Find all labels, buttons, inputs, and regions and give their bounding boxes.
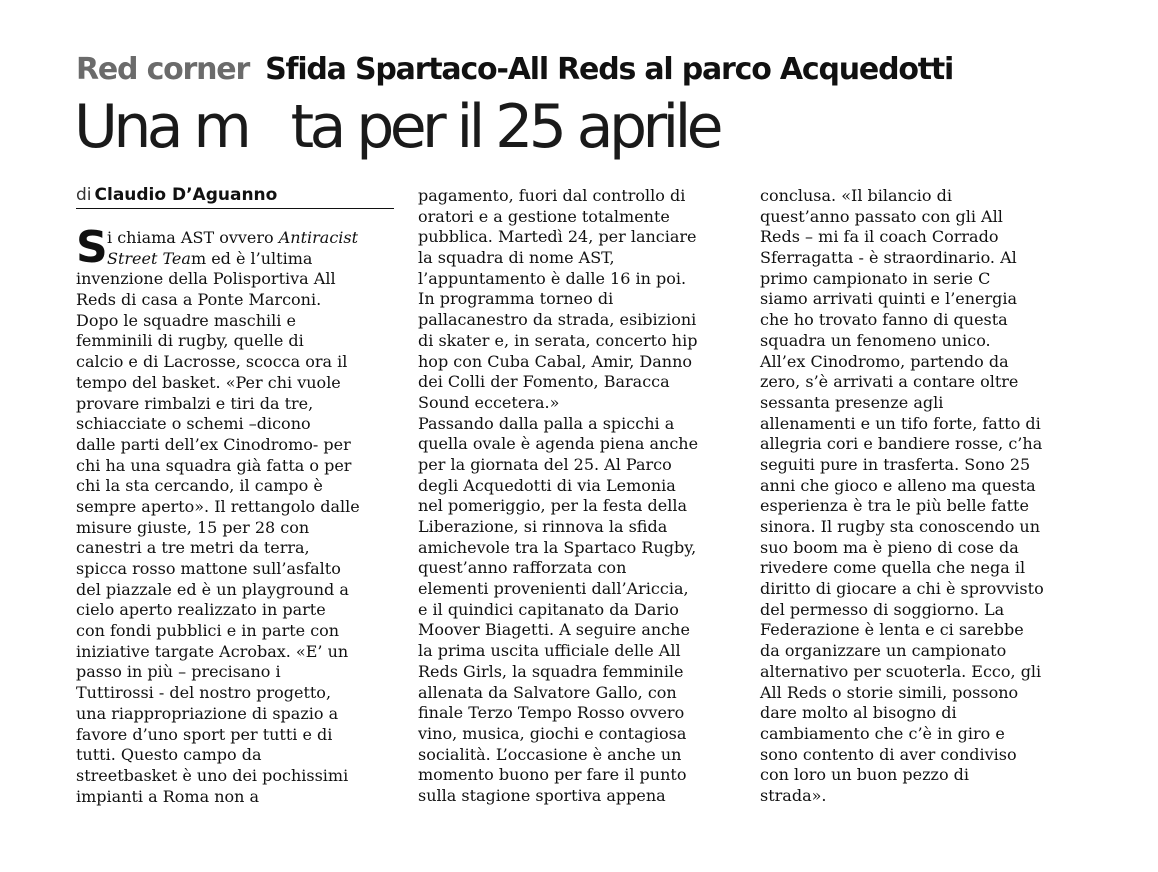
text-line: Reds – mi fa il coach Corrado [760,227,999,247]
text-line: All’ex Cinodromo, partendo da [760,351,1009,371]
text-line: schiacciate o schemi –dicono [76,414,311,434]
text-line: del piazzale ed è un playground a [76,579,349,599]
text-line: Dopo le squadre maschili e [76,310,296,330]
text-line: primo campionato in serie C [760,268,991,288]
section-label: Red corner [76,52,250,87]
text-line: la squadra di nome AST, [418,248,615,268]
text-line: Moover Biagetti. A seguire anche [418,620,690,640]
text-line: impianti a Roma non a [76,786,260,806]
text-line: anni che gioco e alleno ma questa [760,475,1036,495]
text-run-italic: Street Tea [107,248,191,268]
text-line: In programma torneo di [418,289,614,309]
text-line [76,228,360,249]
text-line: siamo arrivati quinti e l’energia [760,289,1018,309]
text-line: da organizzare un campionato [760,641,1007,661]
text-line: streetbasket è uno dei pochissimi [76,765,349,785]
text-line: Passando dalla palla a spicchi a [418,413,675,433]
text-line: dalle parti dell’ex Cinodromo- per [76,434,351,454]
text-line: Liberazione, si rinnova la sfida [418,517,668,536]
text-line: Tuttirossi - del nostro progetto, [76,683,332,703]
text-line: canestri a tre metri da terra, [76,538,310,558]
text-line: seguiti pure in trasferta. Sono 25 [760,454,1031,474]
text-line: elementi provenienti dall’Ariccia, [418,579,689,599]
text-line: strada». [760,785,827,805]
text-line [76,249,360,270]
text-line: cambiamento che c’è in giro e [760,723,1005,743]
text-line: spicca rosso mattone sull’asfalto [76,559,341,578]
text-line: pagamento, fuori dal controllo di [418,186,686,205]
text-line: invenzione della Polisportiva All [76,269,336,289]
headline: Una m ta per il 25 aprile [74,92,719,162]
text-line: dare molto al bisogno di [760,703,957,723]
text-line: pallacanestro da strada, esibizioni [418,310,697,330]
text-line: diritto di giocare a chi è sprovvisto [760,579,1044,599]
text-line: finale Terzo Tempo Rosso ovvero [418,703,685,723]
text-line: con fondi pubblici e in parte con [76,621,340,641]
text-line: sempre aperto». Il rettangolo dalle [76,496,360,516]
byline-prefix: di [76,185,92,205]
text-line: del permesso di soggiorno. La [760,599,1005,619]
text-line: amichevole tra la Spartaco Rugby, [418,537,697,557]
text-line: conclusa. «Il bilancio di [760,186,952,205]
text-line: sinora. Il rugby sta conoscendo un [760,517,1041,536]
article-column-1 [76,222,360,807]
text-line: nel pomeriggio, per la festa della [418,496,687,516]
text-line: sulla stagione sportiva appena [418,785,666,805]
text-line: allegria cori e bandiere rosse, c’ha [760,434,1043,454]
kicker-title: Sfida Spartaco-All Reds al parco Acquedotti [265,52,954,87]
text-line: l’appuntamento è dalle 16 in poi. [418,268,687,288]
text-line: esperienza è tra le più belle fatte [760,496,1029,516]
text-line: suo boom ma è pieno di cose da [760,537,1019,557]
text-line: di skater e, in serata, concerto hip [418,330,698,350]
text-line: Sound eccetera.» [418,392,560,412]
text-line: e il quindici capitanato da Dario [418,599,679,619]
text-line: che ho trovato fanno di questa [760,310,1008,330]
text-run-italic: Antiracist [278,228,359,247]
text-line: alternativo per scuoterla. Ecco, gli [760,661,1042,681]
text-line: allenata da Salvatore Gallo, con [418,682,677,702]
text-line: quest’anno passato con gli All [760,206,1003,226]
text-line: Reds Girls, la squadra femminile [418,661,684,681]
text-line: femminili di rugby, quelle di [76,331,304,351]
text-line: zero, s’è arrivati a contare oltre [760,372,1019,392]
text-line: favore d’uno sport per tutti e di [76,724,333,744]
text-line: Reds di casa a Ponte Marconi. [76,290,322,310]
text-line: dei Colli der Fomento, Baracca [418,372,670,392]
text-line: quest’anno rafforzata con [418,558,627,578]
text-line: una riappropriazione di spazio a [76,703,339,723]
text-line: pubblica. Martedì 24, per lanciare [418,227,697,247]
text-line: tempo del basket. «Per chi vuole [76,372,341,392]
text-line: vino, musica, giochi e contagiosa [418,723,687,743]
article-column-3 [760,186,1044,807]
text-line: misure giuste, 15 per 28 con [76,517,310,537]
byline [76,184,394,209]
drop-cap: S [76,222,108,273]
text-line: momento buono per fare il punto [418,765,687,785]
text-line: sessanta presenze agli [760,392,944,412]
text-line: hop con Cuba Cabal, Amir, Danno [418,351,693,371]
text-line: socialità. L’occasione è anche un [418,744,682,764]
kicker [76,50,953,90]
text-line: Federazione è lenta e ci sarebbe [760,620,1024,640]
text-line: squadra un fenomeno unico. [760,330,991,350]
text-line: Sferragatta - è straordinario. Al [760,248,1017,268]
text-line: All Reds o storie simili, possono [760,682,1019,702]
text-line: tutti. Questo campo da [76,745,262,765]
text-line: degli Acquedotti di via Lemonia [418,475,676,495]
text-line: quella ovale è agenda piena anche [418,434,699,454]
text-line: con loro un buon pezzo di [760,765,970,785]
text-line: provare rimbalzi e tiri da tre, [76,393,314,413]
text-line: calcio e di Lacrosse, scocca ora il [76,352,348,372]
text-line: sono contento di aver condiviso [760,744,1017,764]
text-line: per la giornata del 25. Al Parco [418,454,672,474]
text-line: passo in più – precisano i [76,662,281,682]
text-line: iniziative targate Acrobax. «E’ un [76,641,349,661]
text-line: chi ha una squadra già fatta o per [76,455,352,475]
text-line: oratori e a gestione totalmente [418,206,670,226]
text-line: la prima uscita ufficiale delle All [418,641,681,661]
text-line: chi la sta cercando, il campo è [76,476,323,496]
text-line: cielo aperto realizzato in parte [76,600,326,620]
text-line: allenamenti e un tifo forte, fatto di [760,413,1041,433]
article-column-2 [418,186,698,807]
text-line: rivedere come quella che nega il [760,558,1026,578]
text-run: i chiama AST ovvero [107,228,279,247]
text-run: m ed è l’ultima [190,248,313,268]
author-name: Claudio D’Aguanno [94,185,278,205]
